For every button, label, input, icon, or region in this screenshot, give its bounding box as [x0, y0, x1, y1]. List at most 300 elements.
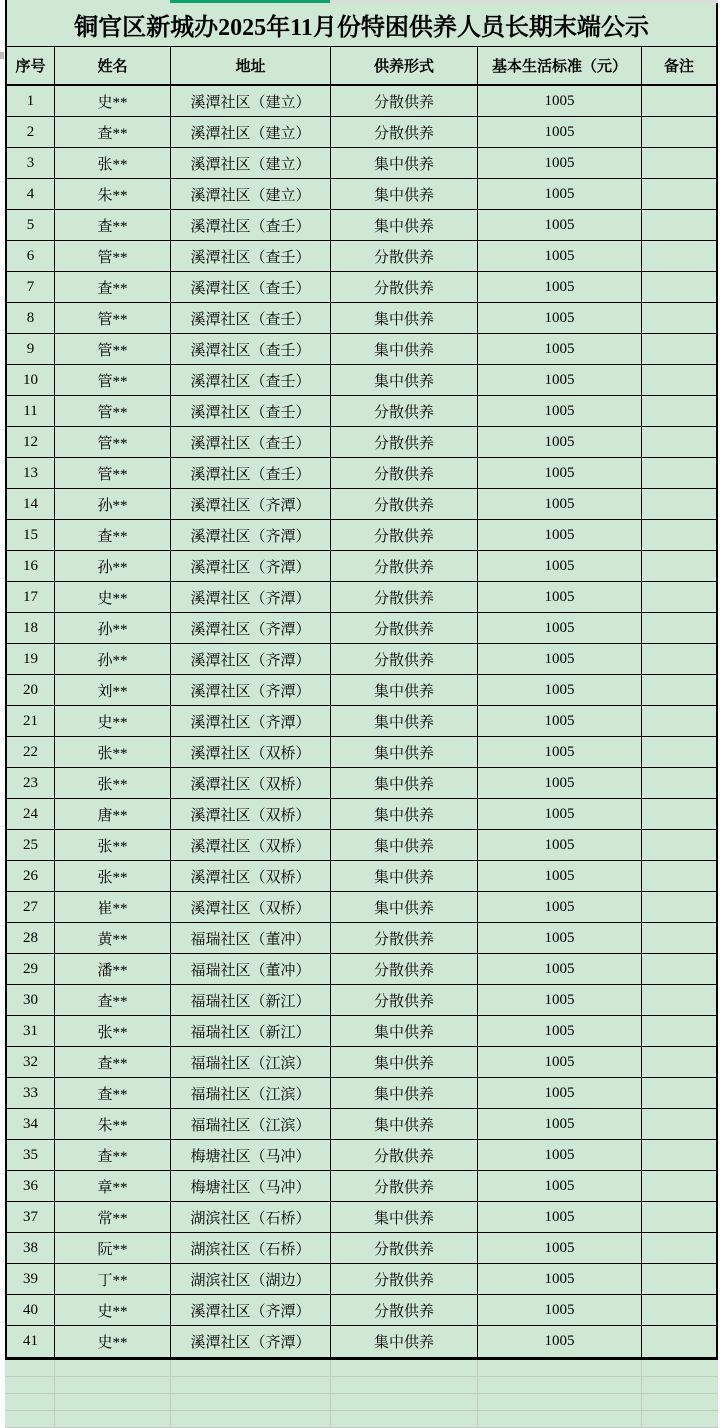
- table-row: [7, 861, 716, 892]
- support-form-cell: 分散供养: [331, 458, 478, 488]
- spreadsheet-area: [5, 0, 718, 1428]
- support-form-cell: 集中供养: [331, 799, 478, 829]
- serial-cell: 12: [7, 427, 55, 457]
- support-form-cell: 分散供养: [331, 644, 478, 674]
- serial-cell: 13: [7, 458, 55, 488]
- remark-cell: [642, 551, 716, 581]
- table-row: [7, 799, 716, 830]
- support-form-cell: 分散供养: [331, 117, 478, 147]
- remark-cell: [642, 117, 716, 147]
- serial-cell: 39: [7, 1264, 55, 1294]
- address-cell: 福瑞社区（董冲）: [171, 954, 331, 984]
- standard-cell: 1005: [478, 675, 642, 705]
- table-row: [7, 489, 716, 520]
- remark-cell: [642, 1171, 716, 1201]
- standard-cell: 1005: [478, 799, 642, 829]
- support-form-cell: 集中供养: [331, 675, 478, 705]
- empty-cell: [55, 1411, 171, 1427]
- empty-cell: [478, 1377, 642, 1393]
- empty-row: [5, 1411, 718, 1428]
- table-row: [7, 644, 716, 675]
- name-cell: 管**: [55, 303, 171, 333]
- serial-cell: 29: [7, 954, 55, 984]
- address-cell: 溪潭社区（齐潭）: [171, 1326, 331, 1357]
- empty-cell: [331, 1377, 478, 1393]
- serial-cell: 9: [7, 334, 55, 364]
- empty-cell: [478, 1360, 642, 1376]
- address-cell: 溪潭社区（建立）: [171, 179, 331, 209]
- standard-cell: 1005: [478, 1326, 642, 1357]
- empty-cell: [55, 1377, 171, 1393]
- remark-cell: [642, 303, 716, 333]
- support-form-cell: 集中供养: [331, 1202, 478, 1232]
- header-standard: 基本生活标准（元）: [478, 47, 642, 84]
- standard-cell: 1005: [478, 458, 642, 488]
- name-cell: 史**: [55, 706, 171, 736]
- table-row: [7, 427, 716, 458]
- remark-cell: [642, 520, 716, 550]
- empty-cell: [478, 1411, 642, 1427]
- serial-cell: 32: [7, 1047, 55, 1077]
- name-cell: 史**: [55, 582, 171, 612]
- support-form-cell: 集中供养: [331, 1016, 478, 1046]
- address-cell: 梅塘社区（马冲）: [171, 1140, 331, 1170]
- empty-spreadsheet-rows: [5, 1360, 718, 1428]
- standard-cell: 1005: [478, 1047, 642, 1077]
- table-row: [7, 582, 716, 613]
- table-row: [7, 117, 716, 148]
- standard-cell: 1005: [478, 954, 642, 984]
- name-cell: 孙**: [55, 551, 171, 581]
- address-cell: 溪潭社区（双桥）: [171, 830, 331, 860]
- address-cell: 溪潭社区（双桥）: [171, 768, 331, 798]
- serial-cell: 36: [7, 1171, 55, 1201]
- table-row: [7, 1326, 716, 1357]
- address-cell: 溪潭社区（齐潭）: [171, 706, 331, 736]
- table-row: [7, 1295, 716, 1326]
- standard-cell: 1005: [478, 303, 642, 333]
- standard-cell: 1005: [478, 1202, 642, 1232]
- address-cell: 梅塘社区（马冲）: [171, 1171, 331, 1201]
- header-serial: 序号: [7, 47, 55, 84]
- remark-cell: [642, 489, 716, 519]
- serial-cell: 14: [7, 489, 55, 519]
- serial-cell: 34: [7, 1109, 55, 1139]
- table-row: [7, 706, 716, 737]
- standard-cell: 1005: [478, 644, 642, 674]
- remark-cell: [642, 1202, 716, 1232]
- serial-cell: 17: [7, 582, 55, 612]
- standard-cell: 1005: [478, 923, 642, 953]
- remark-cell: [642, 892, 716, 922]
- table-row: [7, 86, 716, 117]
- support-form-cell: 集中供养: [331, 334, 478, 364]
- serial-cell: 38: [7, 1233, 55, 1263]
- remark-cell: [642, 768, 716, 798]
- address-cell: 溪潭社区（查壬）: [171, 210, 331, 240]
- address-cell: 福瑞社区（江滨）: [171, 1078, 331, 1108]
- table-row: [7, 923, 716, 954]
- table-row: [7, 1047, 716, 1078]
- empty-cell: [171, 1360, 331, 1376]
- support-form-cell: 分散供养: [331, 954, 478, 984]
- serial-cell: 26: [7, 861, 55, 891]
- support-form-cell: 分散供养: [331, 1140, 478, 1170]
- serial-cell: 41: [7, 1326, 55, 1357]
- standard-cell: 1005: [478, 706, 642, 736]
- address-cell: 溪潭社区（查壬）: [171, 272, 331, 302]
- address-cell: 溪潭社区（齐潭）: [171, 489, 331, 519]
- serial-cell: 6: [7, 241, 55, 271]
- support-form-cell: 分散供养: [331, 241, 478, 271]
- standard-cell: 1005: [478, 1016, 642, 1046]
- support-form-cell: 集中供养: [331, 303, 478, 333]
- name-cell: 唐**: [55, 799, 171, 829]
- serial-cell: 7: [7, 272, 55, 302]
- serial-cell: 20: [7, 675, 55, 705]
- serial-cell: 22: [7, 737, 55, 767]
- standard-cell: 1005: [478, 117, 642, 147]
- name-cell: 张**: [55, 737, 171, 767]
- support-form-cell: 集中供养: [331, 1326, 478, 1357]
- standard-cell: 1005: [478, 365, 642, 395]
- remark-cell: [642, 241, 716, 271]
- serial-cell: 28: [7, 923, 55, 953]
- standard-cell: 1005: [478, 1109, 642, 1139]
- table-row: [7, 1264, 716, 1295]
- table-row: [7, 148, 716, 179]
- standard-cell: 1005: [478, 582, 642, 612]
- standard-cell: 1005: [478, 892, 642, 922]
- address-cell: 溪潭社区（齐潭）: [171, 1295, 331, 1325]
- address-cell: 湖滨社区（石桥）: [171, 1233, 331, 1263]
- address-cell: 溪潭社区（建立）: [171, 148, 331, 178]
- support-form-cell: 分散供养: [331, 1264, 478, 1294]
- remark-cell: [642, 1140, 716, 1170]
- support-form-cell: 分散供养: [331, 985, 478, 1015]
- serial-cell: 15: [7, 520, 55, 550]
- header-remark: 备注: [663, 59, 694, 75]
- empty-cell: [171, 1377, 331, 1393]
- table-row: [7, 303, 716, 334]
- standard-cell: 1005: [478, 272, 642, 302]
- support-form-cell: 分散供养: [331, 1171, 478, 1201]
- address-cell: 溪潭社区（查壬）: [171, 396, 331, 426]
- support-form-cell: 集中供养: [331, 892, 478, 922]
- support-form-cell: 分散供养: [331, 396, 478, 426]
- address-cell: 溪潭社区（双桥）: [171, 737, 331, 767]
- support-form-cell: 分散供养: [331, 272, 478, 302]
- table-row: [7, 210, 716, 241]
- support-form-cell: 集中供养: [331, 861, 478, 891]
- remark-cell: [642, 830, 716, 860]
- standard-cell: 1005: [478, 86, 642, 116]
- support-form-cell: 分散供养: [331, 427, 478, 457]
- standard-cell: 1005: [478, 551, 642, 581]
- support-form-cell: 集中供养: [331, 365, 478, 395]
- standard-cell: 1005: [478, 148, 642, 178]
- name-cell: 管**: [55, 458, 171, 488]
- remark-cell: [642, 272, 716, 302]
- name-cell: 张**: [55, 830, 171, 860]
- serial-cell: 27: [7, 892, 55, 922]
- standard-cell: 1005: [478, 210, 642, 240]
- remark-cell: [642, 1016, 716, 1046]
- address-cell: 溪潭社区（双桥）: [171, 861, 331, 891]
- name-cell: 查**: [55, 117, 171, 147]
- name-cell: 孙**: [55, 644, 171, 674]
- empty-cell: [5, 1411, 55, 1427]
- support-form-cell: 分散供养: [331, 489, 478, 519]
- name-cell: 管**: [55, 365, 171, 395]
- address-cell: 福瑞社区（董冲）: [171, 923, 331, 953]
- serial-cell: 30: [7, 985, 55, 1015]
- table-row: [7, 1233, 716, 1264]
- support-form-cell: 分散供养: [331, 582, 478, 612]
- standard-cell: 1005: [478, 1295, 642, 1325]
- empty-cell: [55, 1394, 171, 1410]
- table-row: [7, 1202, 716, 1233]
- support-form-cell: 分散供养: [331, 520, 478, 550]
- support-form-cell: 分散供养: [331, 1233, 478, 1263]
- name-cell: 查**: [55, 985, 171, 1015]
- address-cell: 溪潭社区（双桥）: [171, 892, 331, 922]
- support-form-cell: 集中供养: [331, 210, 478, 240]
- address-cell: 溪潭社区（查壬）: [171, 241, 331, 271]
- standard-cell: 1005: [478, 830, 642, 860]
- serial-cell: 1: [7, 86, 55, 116]
- empty-row: [5, 1394, 718, 1411]
- standard-cell: 1005: [478, 1140, 642, 1170]
- name-cell: 史**: [55, 86, 171, 116]
- name-cell: 史**: [55, 1295, 171, 1325]
- empty-cell: [642, 1377, 718, 1393]
- serial-cell: 4: [7, 179, 55, 209]
- name-cell: 查**: [55, 1047, 171, 1077]
- remark-cell: [642, 1047, 716, 1077]
- name-cell: 查**: [55, 1140, 171, 1170]
- serial-cell: 37: [7, 1202, 55, 1232]
- standard-cell: 1005: [478, 520, 642, 550]
- remark-cell: [642, 427, 716, 457]
- address-cell: 溪潭社区（齐潭）: [171, 582, 331, 612]
- remark-cell: [642, 954, 716, 984]
- empty-cell: [171, 1411, 331, 1427]
- table-row: [7, 1016, 716, 1047]
- address-cell: 湖滨社区（石桥）: [171, 1202, 331, 1232]
- address-cell: 溪潭社区（齐潭）: [171, 675, 331, 705]
- remark-cell: [642, 706, 716, 736]
- serial-cell: 24: [7, 799, 55, 829]
- empty-cell: [5, 1377, 55, 1393]
- name-cell: 管**: [55, 396, 171, 426]
- name-cell: 张**: [55, 861, 171, 891]
- support-form-cell: 集中供养: [331, 1078, 478, 1108]
- serial-cell: 11: [7, 396, 55, 426]
- remark-cell: [642, 1233, 716, 1263]
- address-cell: 溪潭社区（查壬）: [171, 365, 331, 395]
- address-cell: 湖滨社区（湖边）: [171, 1264, 331, 1294]
- name-cell: 张**: [55, 1016, 171, 1046]
- remark-cell: [642, 1109, 716, 1139]
- remark-cell: [642, 644, 716, 674]
- address-cell: 福瑞社区（江滨）: [171, 1047, 331, 1077]
- table-row: [7, 954, 716, 985]
- remark-cell: [642, 179, 716, 209]
- standard-cell: 1005: [478, 613, 642, 643]
- support-form-cell: 集中供养: [331, 706, 478, 736]
- table-header-row: [7, 47, 716, 86]
- remark-cell: [642, 210, 716, 240]
- address-cell: 溪潭社区（查壬）: [171, 458, 331, 488]
- remark-cell: [642, 737, 716, 767]
- standard-cell: 1005: [478, 1233, 642, 1263]
- name-cell: 张**: [55, 768, 171, 798]
- address-cell: 溪潭社区（建立）: [171, 86, 331, 116]
- empty-cell: [642, 1411, 718, 1427]
- standard-cell: 1005: [478, 861, 642, 891]
- serial-cell: 2: [7, 117, 55, 147]
- empty-cell: [331, 1360, 478, 1376]
- remark-cell: [642, 1078, 716, 1108]
- support-form-cell: 集中供养: [331, 1109, 478, 1139]
- remark-cell: [642, 985, 716, 1015]
- serial-cell: 8: [7, 303, 55, 333]
- empty-cell: [478, 1394, 642, 1410]
- empty-cell: [331, 1411, 478, 1427]
- support-form-cell: 集中供养: [331, 148, 478, 178]
- support-form-cell: 分散供养: [331, 613, 478, 643]
- top-edge-gray-bar: [330, 0, 718, 3]
- name-cell: 管**: [55, 334, 171, 364]
- address-cell: 溪潭社区（查壬）: [171, 334, 331, 364]
- top-edge-teal-bar: [170, 0, 330, 3]
- standard-cell: 1005: [478, 768, 642, 798]
- address-cell: 溪潭社区（查壬）: [171, 303, 331, 333]
- address-cell: 溪潭社区（齐潭）: [171, 613, 331, 643]
- empty-cell: [5, 1394, 55, 1410]
- standard-cell: 1005: [478, 489, 642, 519]
- remark-cell: [642, 582, 716, 612]
- serial-cell: 5: [7, 210, 55, 240]
- table-row: [7, 551, 716, 582]
- name-cell: 张**: [55, 148, 171, 178]
- support-form-cell: 分散供养: [331, 551, 478, 581]
- remark-cell: [642, 799, 716, 829]
- serial-cell: 19: [7, 644, 55, 674]
- standard-cell: 1005: [478, 1171, 642, 1201]
- remark-cell: [642, 861, 716, 891]
- table-row: [7, 1109, 716, 1140]
- table-row: [7, 1140, 716, 1171]
- name-cell: 史**: [55, 1326, 171, 1357]
- name-cell: 管**: [55, 241, 171, 271]
- name-cell: 查**: [55, 1078, 171, 1108]
- left-margin-artifact: [0, 52, 4, 59]
- name-cell: 朱**: [55, 1109, 171, 1139]
- name-cell: 潘**: [55, 954, 171, 984]
- name-cell: 查**: [55, 520, 171, 550]
- empty-cell: [331, 1394, 478, 1410]
- support-form-cell: 分散供养: [331, 923, 478, 953]
- serial-cell: 31: [7, 1016, 55, 1046]
- standard-cell: 1005: [478, 396, 642, 426]
- table-row: [7, 892, 716, 923]
- name-cell: 刘**: [55, 675, 171, 705]
- serial-cell: 23: [7, 768, 55, 798]
- name-cell: 黄**: [55, 923, 171, 953]
- standard-cell: 1005: [478, 334, 642, 364]
- support-form-cell: 集中供养: [331, 737, 478, 767]
- empty-cell: [642, 1394, 718, 1410]
- table-row: [7, 520, 716, 551]
- empty-cell: [171, 1394, 331, 1410]
- standard-cell: 1005: [478, 1264, 642, 1294]
- empty-row: [5, 1377, 718, 1394]
- remark-cell: [642, 675, 716, 705]
- name-cell: 查**: [55, 272, 171, 302]
- name-cell: 崔**: [55, 892, 171, 922]
- remark-cell: [642, 458, 716, 488]
- serial-cell: 25: [7, 830, 55, 860]
- table-row: [7, 675, 716, 706]
- address-cell: 福瑞社区（新江）: [171, 1016, 331, 1046]
- support-form-cell: 分散供养: [331, 1295, 478, 1325]
- name-cell: 丁**: [55, 1264, 171, 1294]
- address-cell: 溪潭社区（齐潭）: [171, 551, 331, 581]
- header-address: 地址: [171, 47, 331, 84]
- address-cell: 溪潭社区（查壬）: [171, 427, 331, 457]
- standard-cell: 1005: [478, 241, 642, 271]
- remark-cell: [642, 1295, 716, 1325]
- remark-cell: [642, 365, 716, 395]
- table-body: [7, 86, 716, 1357]
- address-cell: 溪潭社区（双桥）: [171, 799, 331, 829]
- table-row: [7, 1171, 716, 1202]
- empty-cell: [55, 1360, 171, 1376]
- address-cell: 溪潭社区（齐潭）: [171, 644, 331, 674]
- serial-cell: 18: [7, 613, 55, 643]
- standard-cell: 1005: [478, 1078, 642, 1108]
- standard-cell: 1005: [478, 737, 642, 767]
- table-row: [7, 241, 716, 272]
- remark-cell: [642, 334, 716, 364]
- table-row: [7, 396, 716, 427]
- address-cell: 溪潭社区（齐潭）: [171, 520, 331, 550]
- empty-cell: [642, 1360, 718, 1376]
- table-row: [7, 737, 716, 768]
- support-form-cell: 集中供养: [331, 830, 478, 860]
- name-cell: 管**: [55, 427, 171, 457]
- standard-cell: 1005: [478, 179, 642, 209]
- remark-cell: [642, 613, 716, 643]
- announcement-table: [5, 0, 718, 1360]
- support-form-cell: 集中供养: [331, 1047, 478, 1077]
- table-row: [7, 365, 716, 396]
- serial-cell: 40: [7, 1295, 55, 1325]
- address-cell: 溪潭社区（建立）: [171, 117, 331, 147]
- name-cell: 常**: [55, 1202, 171, 1232]
- address-cell: 福瑞社区（江滨）: [171, 1109, 331, 1139]
- table-row: [7, 768, 716, 799]
- name-cell: 朱**: [55, 179, 171, 209]
- table-row: [7, 613, 716, 644]
- name-cell: 查**: [55, 210, 171, 240]
- support-form-cell: 分散供养: [331, 86, 478, 116]
- header-name: 姓名: [55, 47, 171, 84]
- name-cell: 章**: [55, 1171, 171, 1201]
- header-support-form: 供养形式: [331, 47, 478, 84]
